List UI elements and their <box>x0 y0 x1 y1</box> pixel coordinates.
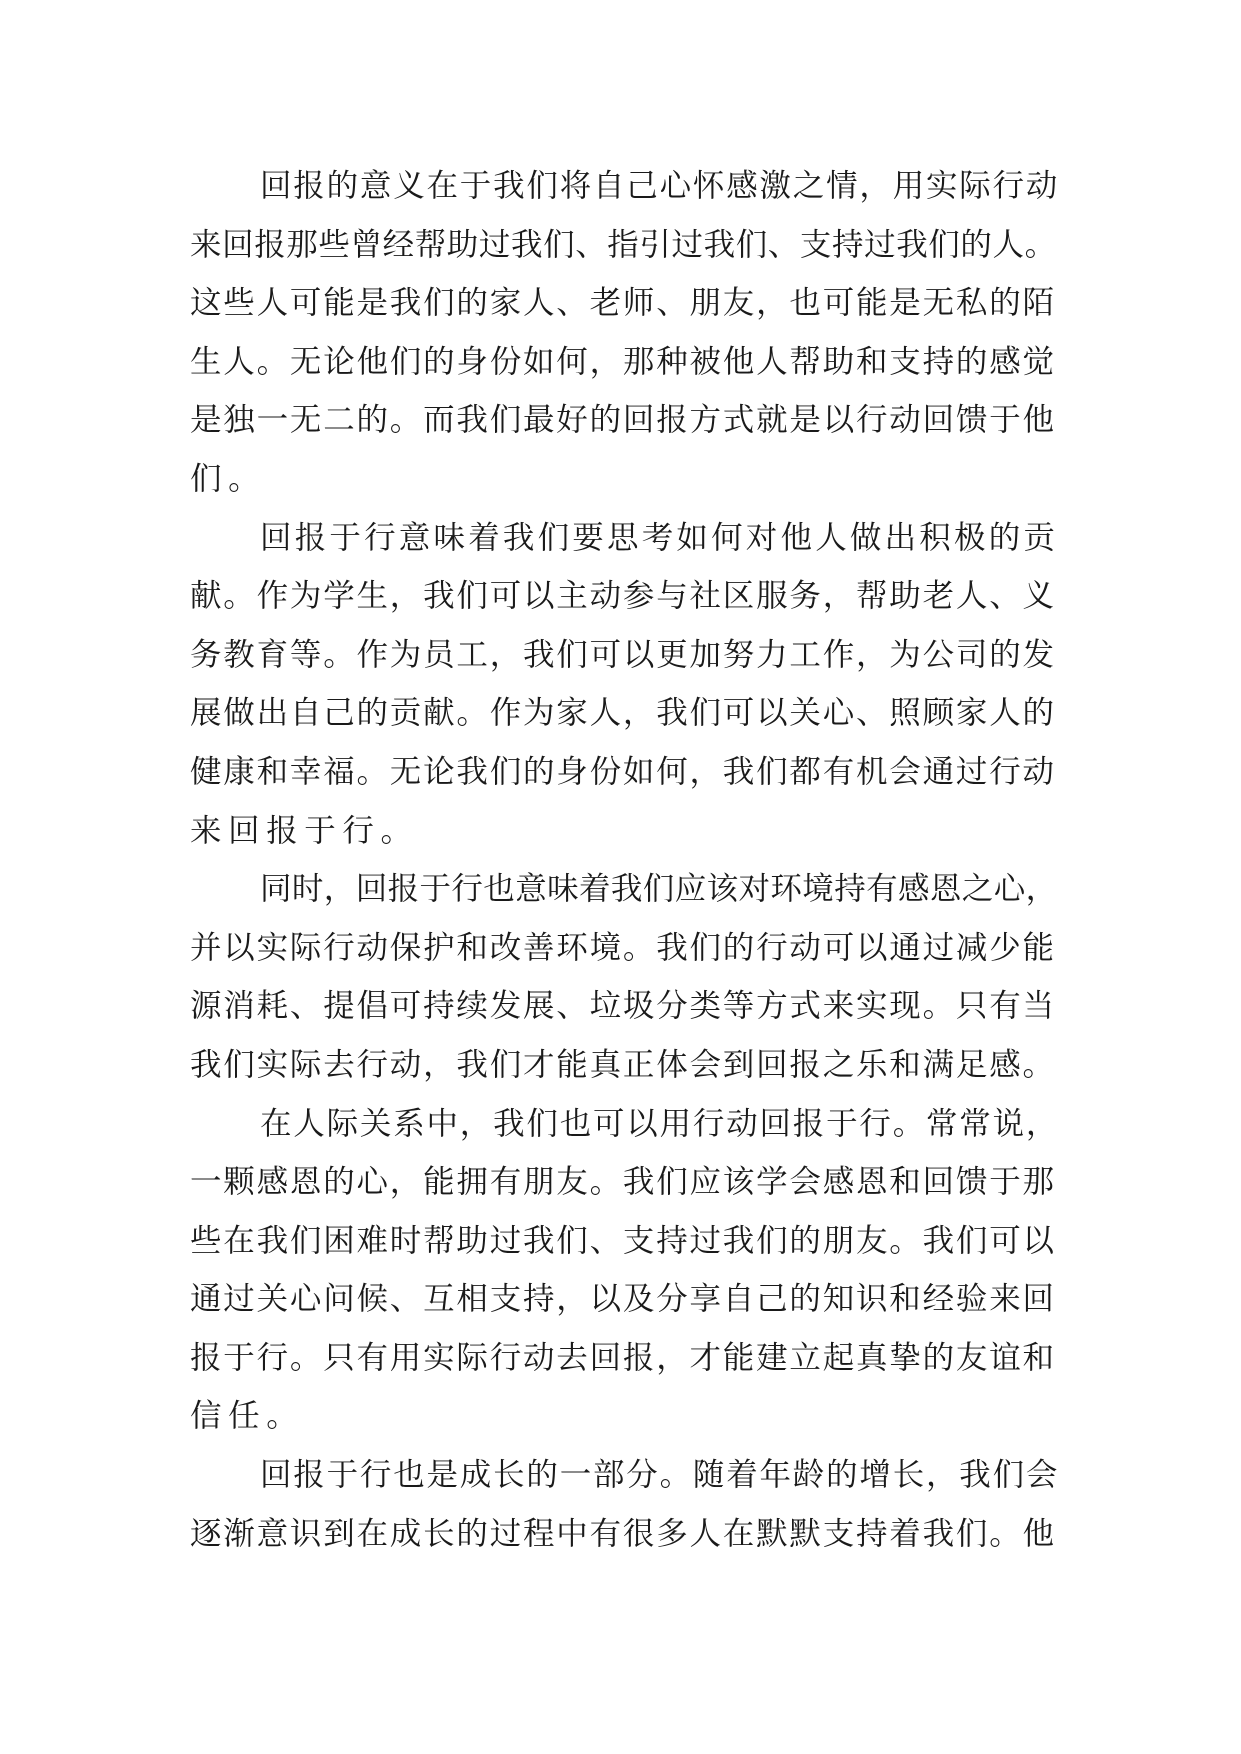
paragraph-line: 生人。无论他们的身份如何，那种被他人帮助和支持的感觉 <box>190 343 1056 380</box>
paragraph-2 <box>190 509 1060 861</box>
paragraph-line: 回报于行意味着我们要思考如何对他人做出积极的贡 <box>260 519 1059 556</box>
paragraph-line: 同时，回报于行也意味着我们应该对环境持有感恩之心， <box>260 871 1058 908</box>
paragraph-line: 是独一无二的。而我们最好的回报方式就是以行动回馈于他 <box>190 402 1056 439</box>
paragraph-line: 这些人可能是我们的家人、老师、朋友，也可能是无私的陌 <box>190 285 1056 322</box>
paragraph-3 <box>190 860 1060 1094</box>
document-body <box>190 157 1060 1563</box>
paragraph-line: 务教育等。作为员工，我们可以更加努力工作，为公司的发 <box>190 636 1056 673</box>
paragraph-line: 健康和幸福。无论我们的身份如何，我们都有机会通过行动 <box>190 753 1056 790</box>
paragraph-line: 并以实际行动保护和改善环境。我们的行动可以通过减少能 <box>190 929 1056 966</box>
paragraph-line: 逐渐意识到在成长的过程中有很多人在默默支持着我们。他 <box>190 1515 1056 1552</box>
paragraph-line: 来回报那些曾经帮助过我们、指引过我们、支持过我们的人。 <box>190 226 1057 263</box>
paragraph-line: 通过关心问候、互相支持，以及分享自己的知识和经验来回 <box>190 1281 1056 1318</box>
paragraph-line: 回报的意义在于我们将自己心怀感激之情，用实际行动 <box>260 168 1060 204</box>
paragraph-line: 我们实际去行动，我们才能真正体会到回报之乐和满足感。 <box>190 1046 1056 1083</box>
paragraph-line: 信任。 <box>190 1398 305 1435</box>
paragraph-line: 们。 <box>190 460 267 497</box>
paragraph-4 <box>190 1095 1060 1447</box>
paragraph-line: 献。作为学生，我们可以主动参与社区服务，帮助老人、义 <box>190 578 1056 615</box>
paragraph-line: 报于行。只有用实际行动去回报，才能建立起真挚的友谊和 <box>190 1339 1056 1376</box>
paragraph-line: 在人际关系中，我们也可以用行动回报于行。常常说， <box>260 1105 1060 1142</box>
paragraph-line: 展做出自己的贡献。作为家人，我们可以关心、照顾家人的 <box>190 695 1056 732</box>
paragraph-line: 源消耗、提倡可持续发展、垃圾分类等方式来实现。只有当 <box>190 988 1056 1025</box>
paragraph-1 <box>190 157 1060 509</box>
paragraph-line: 回报于行也是成长的一部分。随着年龄的增长，我们会 <box>260 1457 1060 1494</box>
paragraph-5 <box>190 1446 1060 1563</box>
paragraph-line: 些在我们困难时帮助过我们、支持过我们的朋友。我们可以 <box>190 1222 1056 1259</box>
paragraph-line: 一颗感恩的心，能拥有朋友。我们应该学会感恩和回馈于那 <box>190 1164 1056 1201</box>
paragraph-line: 来回报于行。 <box>190 812 419 849</box>
